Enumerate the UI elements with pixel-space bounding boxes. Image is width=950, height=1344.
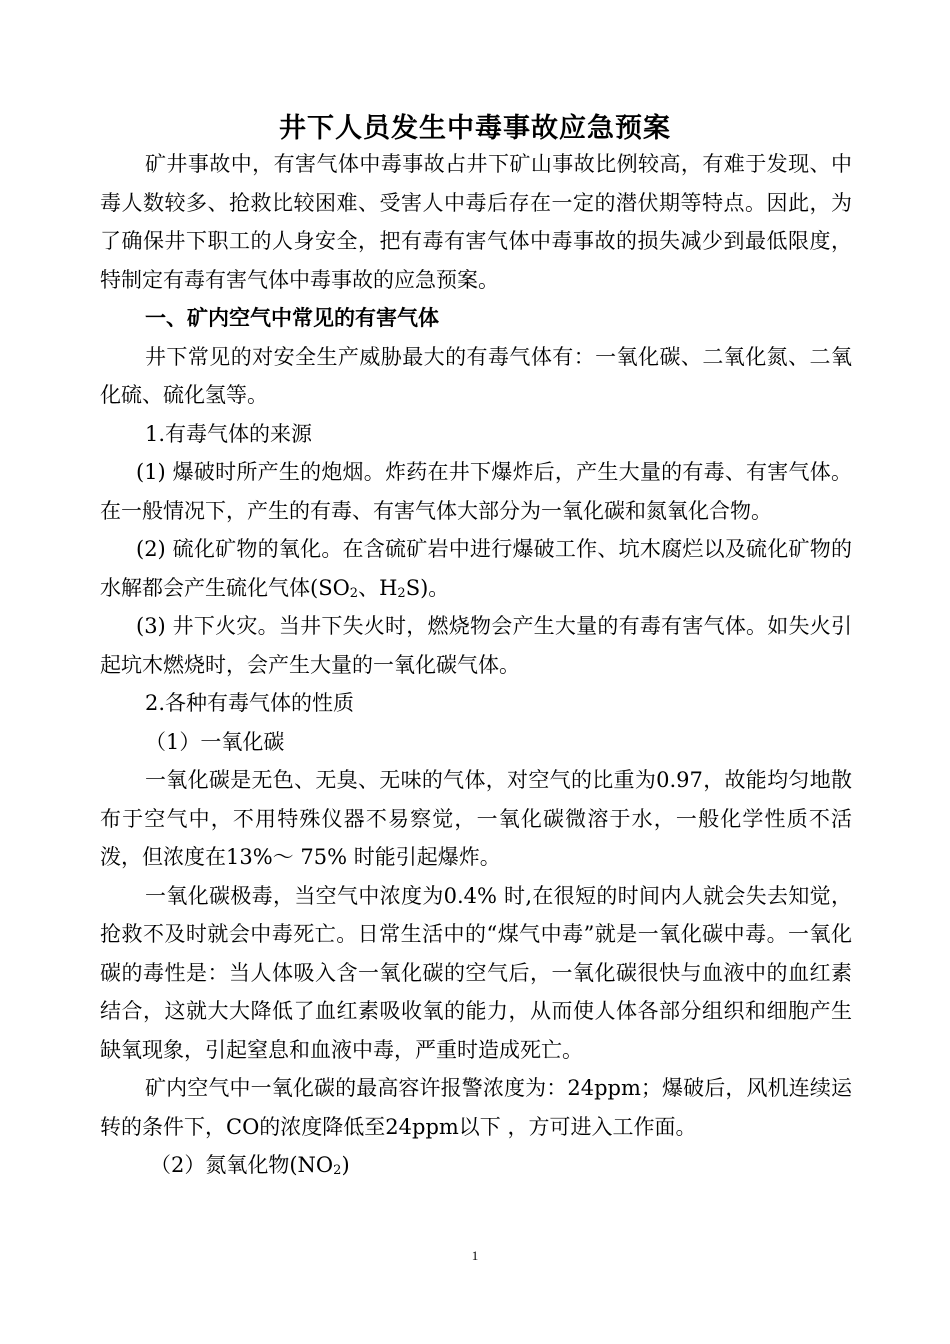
subscript: 2	[349, 585, 359, 601]
subscript: 2	[333, 1163, 342, 1178]
paragraph-common-gases: 井下常见的对安全生产威胁最大的有毒气体有：一氧化碳、二氧化氮、二氧化硫、硫化氢等。	[100, 344, 852, 407]
subscript: 2	[397, 585, 406, 601]
subsection-heading-1-2: 2.各种有毒气体的性质	[145, 691, 355, 715]
source-item-2-text: (2) 硫化矿物的氧化。在含硫矿岩中进行爆破工作、坑木腐烂以及硫化矿物的水解都会产生硫化气体(SO	[100, 537, 852, 600]
page-number: 1	[471, 1248, 479, 1263]
section-heading-1: 一、矿内空气中常见的有害气体	[145, 306, 439, 330]
co-paragraph-2: 一氧化碳极毒，当空气中浓度为0.4% 时,在很短的时间内人就会失去知觉，抢救不及时就会中毒死亡。日常生活中的“煤气中毒”就是一氧化碳中毒。一氧化碳的毒性是：当人体吸入含一氧化碳的空气后，一氧化碳很快与血液中的血红素结合，这就大大降低了血红素吸收氧的能力，从而使人体各部分组织和细胞产生缺氧现象，引起窒息和血液中毒，严重时造成死亡。	[100, 883, 852, 1062]
subsection-heading-1-1: 1.有毒气体的来源	[145, 421, 313, 446]
source-item-1: (1) 爆破时所产生的炮烟。炸药在井下爆炸后，产生大量的有毒、有害气体。在一般情况下，产生的有毒、有害气体大部分为一氧化碳和氮氧化合物。	[100, 460, 852, 523]
no2-heading-text: )	[341, 1153, 350, 1177]
document-title: 井下人员发生中毒事故应急预案	[279, 113, 671, 144]
document-body	[100, 145, 852, 1185]
co-paragraph-3: 矿内空气中一氧化碳的最高容许报警浓度为：24ppm；爆破后，风机连续运转的条件下，CO的浓度降低至24ppm以下 ，方可进入工作面。	[100, 1076, 852, 1139]
source-item-3: (3) 井下火灾。当井下失火时，燃烧物会产生大量的有毒有害气体。如失火引起坑木燃烧时，会产生大量的一氧化碳气体。	[100, 614, 852, 677]
source-item-2-text: 、H	[358, 575, 398, 600]
co-paragraph-1: 一氧化碳是无色、无臭、无味的气体，对空气的比重为0.97，故能均匀地散布于空气中，不用特殊仪器不易察觉，一氧化碳微溶于水，一般化学性质不活泼，但浓度在13%～ 75% 时能引起爆炸。	[100, 768, 852, 869]
no2-heading	[100, 1146, 852, 1185]
source-item-2	[100, 530, 852, 607]
intro-paragraph: 矿井事故中，有害气体中毒事故占井下矿山事故比例较高，有难于发现、中毒人数较多、抢救比较困难、受害人中毒后存在一定的潜伏期等特点。因此，为了确保井下职工的人身安全，把有毒有害气体中毒事故的损失减少到最低限度，特制定有毒有害气体中毒事故的应急预案。	[100, 152, 852, 292]
no2-heading-text: （2）氮氧化物(NO	[150, 1153, 334, 1177]
co-heading: （1）一氧化碳	[145, 729, 285, 754]
source-item-2-text: S)。	[405, 575, 450, 600]
